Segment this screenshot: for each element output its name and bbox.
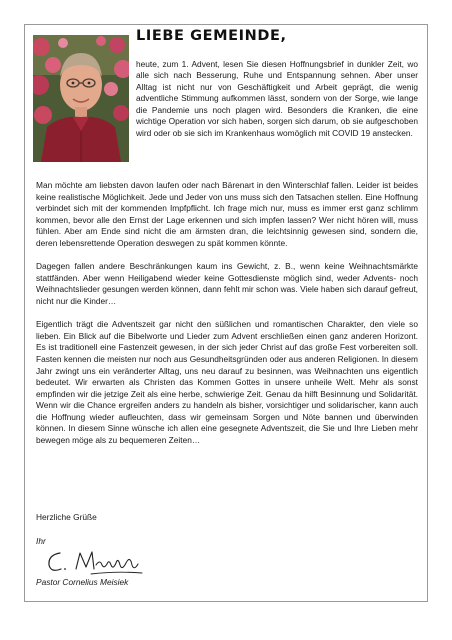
body-paragraph: Dagegen fallen andere Beschränkungen kaum ins Gewicht, z. B., wenn keine Weihnachtsmärkte stattfänden. Aber wenn Heiligabend wieder keine Gottesdienste möglich sind, weder Advents- noch Weihnachtslieder gesungen werden können, dann fehlt mir schon was. Viele haben sich darauf gefreut, nicht nur die Kinder…	[36, 261, 418, 306]
closing-greeting: Herzliche Grüße	[36, 512, 97, 522]
signer-name: Pastor Cornelius Meisiek	[36, 577, 129, 587]
body-paragraph: Eigentlich trägt die Adventszeit gar nicht den süßlichen und romantischen Charakter, den viele so lieben. Ein Blick auf die Bibelworte und Lieder zum Advent erschließen einen ganz anderen Horizont. Es ist traditionell eine Fastenzeit gewesen, in der sich jeder Christ auf das große Fest vorbereiten soll. Fasten kennen die meisten nur noch aus Gesundheitsgründen oder aus anderen Religionen. In diesem Jahr zwingt uns ein veränderter Alltag, uns neu darauf zu besinnen, was Weihnachten uns eigentlich bedeutet. Wir erwarten als Christen das Kommen Gottes in unsere unheile Welt. Mehr als sonst empfinden wir die jetzige Zeit als eine herbe, schwierige Zeit. Genau da hilft Besinnung und Solidarität. Wenn wir die Chance ergreifen anders zu handeln als bisher, vorsichtiger und solidarischer, kann auch die Hoffnung wieder aufleuchten, dass wir gemeinsam Sorgen und Nöte bannen und überwinden können. In diesem Sinne wünsche ich allen eine gesegnete Adventszeit, die Sie und Ihre Lieben mehr bewegen möge als zu bequemeren Zeiten…	[36, 319, 418, 446]
handwritten-signature	[46, 547, 146, 579]
author-portrait-photo	[33, 35, 129, 162]
letter-body	[36, 180, 418, 458]
body-paragraph: Man möchte am liebsten davon laufen oder nach Bärenart in den Winterschlaf fallen. Leider ist beides keine realistische Möglichkeit. Jede und Jeder von uns muss sich den Tatsachen stellen. Eine Hoffnung verbindet sich mit der kommenden Impfpflicht. Ich frage mich nur, muss es immer erst ganz schlimm kommen, bevor alle den Ernst der Lage erkennen und sich impfen lassen? Wer nicht hören will, muss fühlen. Aber am Ende sind nicht die am ärmsten dran, die leichtsinnig gewesen sind, sondern die, deren lebensrettende Operation deswegen zu spät kommen könnte.	[36, 180, 418, 248]
intro-paragraph: heute, zum 1. Advent, lesen Sie diesen Hoffnungsbrief in dunkler Zeit, wo alle sich nach Besserung, Ruhe und Entspannung sehnen. Aber unser Alltag ist nicht nur von Geschäftigkeit und Arbeit geprägt, die wenig adventliche Stimmung aufkommen lässt, sondern von der Sorge, wie lange die Pandemie uns noch plagen wird. Besonders die Kranken, die eine wichtige Operation vor sich haben, sorgen sich darum, ob sie aufgeschoben wird oder ob sie sich im Krankenhaus womöglich mit COVID 19 anstecken.	[136, 59, 418, 138]
letter-heading: LIEBE GEMEINDE,	[136, 28, 287, 44]
closing-yours: Ihr	[36, 536, 46, 546]
